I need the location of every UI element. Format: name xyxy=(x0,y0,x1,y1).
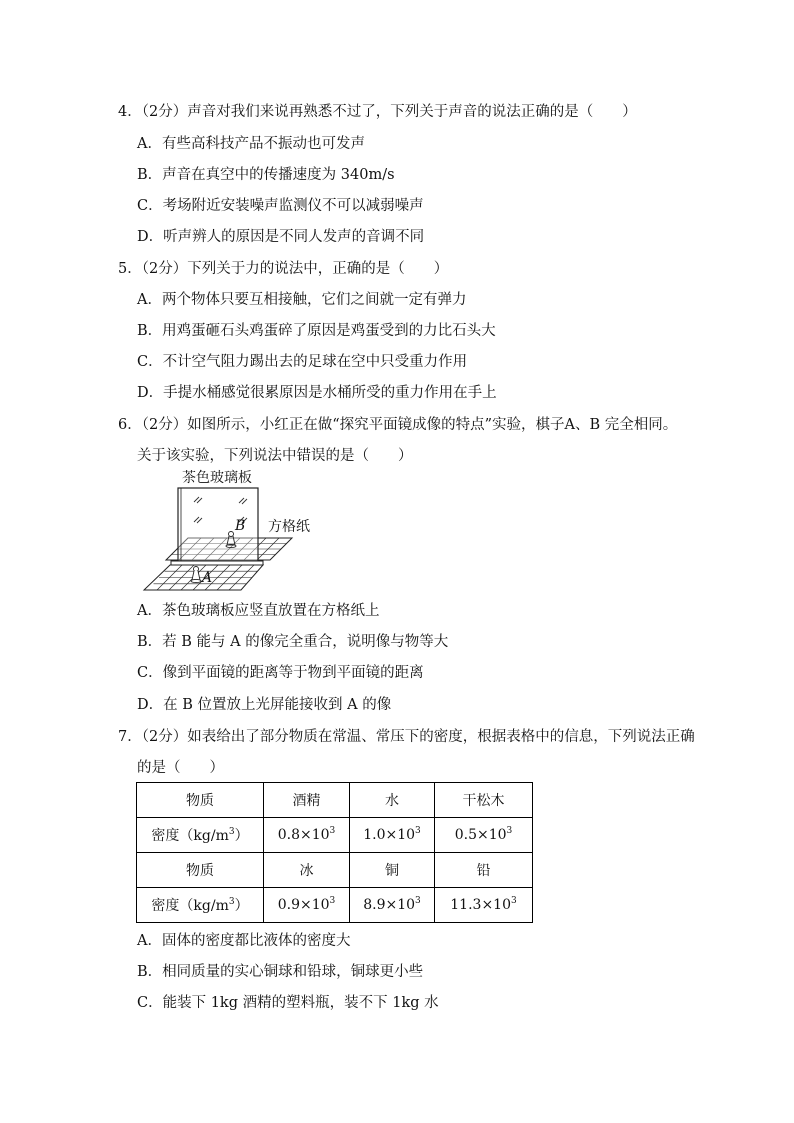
question-5-stem: 5．（2分）下列关于力的说法中，正确的是（ ） xyxy=(118,261,449,277)
table-cell: $0.8\times 10^3$ xyxy=(264,818,350,853)
table-row xyxy=(137,888,533,923)
question-7-stem: 7．（2分）如表给出了部分物质在常温、常压下的密度，根据表格中的信息，下列说法正确 xyxy=(118,729,695,745)
mirror-experiment-figure xyxy=(138,466,308,596)
table-cell: $1.0\times 10^3$ xyxy=(350,818,435,853)
question-7-option-a: A．固体的密度都比液体的密度大 xyxy=(137,933,351,949)
piece-a-label: A xyxy=(202,570,213,586)
table-cell: 物质 xyxy=(137,853,264,888)
question-4-stem: 4．（2分）声音对我们来说再熟悉不过了，下列关于声音的说法正确的是（ ） xyxy=(118,104,637,120)
question-6-option-b: B．若 B 能与 A 的像完全重合，说明像与物等大 xyxy=(137,634,449,650)
table-cell: 干松木 xyxy=(435,783,533,818)
table-cell: 密度$(kg/m^3)$ xyxy=(137,888,264,923)
table-cell: 冰 xyxy=(264,853,350,888)
question-6-stem: 6．（2分）如图所示，小红正在做“探究平面镜成像的特点”实验，棋子A、B 完全相同。 xyxy=(118,417,678,433)
table-row xyxy=(137,818,533,853)
question-5-option-c: C．不计空气阻力踢出去的足球在空中只受重力作用 xyxy=(137,354,468,370)
glass-plate-label: 茶色玻璃板 xyxy=(182,470,252,486)
table-cell: $11.3\times 10^3$ xyxy=(435,888,533,923)
question-5-option-b: B．用鸡蛋砸石头鸡蛋碎了原因是鸡蛋受到的力比石头大 xyxy=(137,323,496,339)
grid-paper-label: 方格纸 xyxy=(268,519,310,535)
glass-plate xyxy=(178,488,258,562)
question-4-option-a: A．有些高科技产品不振动也可发声 xyxy=(137,136,365,152)
question-6-option-d: D．在 B 位置放上光屏能接收到 A 的像 xyxy=(137,697,392,713)
table-cell: $8.9\times 10^3$ xyxy=(350,888,435,923)
table-cell: 铅 xyxy=(435,853,533,888)
piece-b-label: B xyxy=(235,518,246,534)
question-7-option-b: B．相同质量的实心铜球和铅球，铜球更小些 xyxy=(137,964,424,980)
question-6-stem-continued: 关于该实验，下列说法中错误的是（ ） xyxy=(137,448,413,464)
question-4-option-c: C．考场附近安装噪声监测仪不可以减弱噪声 xyxy=(137,198,424,214)
table-row xyxy=(137,783,533,818)
table-cell: 密度$(kg/m^3)$ xyxy=(137,818,264,853)
table-cell: 物质 xyxy=(137,783,264,818)
table-cell: 水 xyxy=(350,783,435,818)
question-7-stem-continued: 的是（ ） xyxy=(137,760,224,776)
table-cell: 铜 xyxy=(350,853,435,888)
glass-stand xyxy=(171,561,263,565)
question-6-option-a: A．茶色玻璃板应竖直放置在方格纸上 xyxy=(137,603,380,619)
question-6-option-c: C．像到平面镜的距离等于物到平面镜的距离 xyxy=(137,665,424,681)
question-4-option-d: D．听声辨人的原因是不同人发声的音调不同 xyxy=(137,229,425,245)
question-7-option-c: C．能装下 1kg 酒精的塑料瓶，装不下 1kg 水 xyxy=(137,995,439,1011)
density-table xyxy=(136,782,533,923)
question-5-option-a: A．两个物体只要互相接触，它们之间就一定有弹力 xyxy=(137,292,467,308)
question-5-option-d: D．手提水桶感觉很累原因是水桶所受的重力作用在手上 xyxy=(137,385,497,401)
table-cell: 酒精 xyxy=(264,783,350,818)
table-row xyxy=(137,853,533,888)
question-4-option-b: B．声音在真空中的传播速度为 340m/s xyxy=(137,167,395,183)
table-cell: $0.9\times 10^3$ xyxy=(264,888,350,923)
table-cell: $0.5\times 10^3$ xyxy=(435,818,533,853)
